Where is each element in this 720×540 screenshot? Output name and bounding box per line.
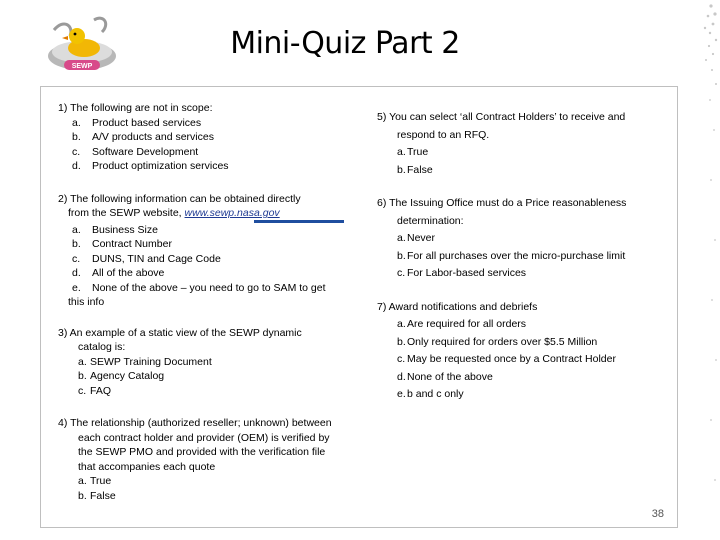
question-text: 7) Award notifications and debriefs: [377, 300, 538, 313]
option-key: a.: [72, 223, 81, 236]
option-c: [72, 252, 358, 267]
option-key: e.: [397, 388, 406, 400]
page-number: 38: [651, 508, 664, 520]
question-text-line: the SEWP PMO and provided with the verification file: [78, 446, 326, 458]
option-text: For Labor-based services: [407, 267, 527, 279]
question-text-line2: respond to an RFQ.: [397, 128, 490, 141]
option-key: b.: [78, 370, 87, 382]
option-text: None of the above: [407, 370, 493, 383]
option-b: [72, 130, 358, 145]
option-text: False: [90, 489, 116, 502]
question-text: 2) The following information can be obtained directly: [58, 192, 301, 205]
option-b: [397, 334, 657, 352]
left-column: [58, 101, 358, 521]
option-key: c.: [78, 384, 87, 397]
option-a: [72, 116, 358, 131]
option-text: Business Size: [92, 223, 158, 236]
option-text: FAQ: [90, 384, 112, 397]
question-6: [377, 195, 657, 283]
option-b: [397, 162, 657, 180]
option-text: None of the above – you need to go to SAM to get: [92, 281, 326, 294]
option-b: [78, 489, 358, 504]
option-text: DUNS, TIN and Cage Code: [92, 252, 221, 265]
right-column: [377, 109, 657, 422]
question-text: 1) The following are not in scope:: [58, 102, 213, 114]
option-b: [72, 237, 358, 252]
option-key: a.: [72, 116, 81, 129]
option-text: A/V products and services: [92, 131, 214, 143]
option-key: b.: [78, 489, 87, 502]
option-key: a.: [397, 232, 406, 244]
option-text: SEWP Training Document: [90, 355, 212, 368]
option-key: b.: [397, 249, 406, 262]
option-text: May be requested once by a Contract Holder: [407, 353, 616, 365]
question-4: [58, 416, 358, 503]
option-text: True: [90, 475, 112, 487]
question-1: [58, 101, 358, 174]
question-trailer: this info: [68, 296, 105, 308]
option-a: [72, 223, 358, 238]
option-key: b.: [397, 335, 406, 348]
option-key: b.: [72, 238, 81, 250]
option-text: True: [407, 146, 429, 158]
question-text: 6) The Issuing Office must do a Price reasonableness: [377, 197, 627, 209]
option-text: Only required for orders over $5.5 Million: [407, 335, 598, 348]
option-key: a.: [397, 146, 406, 158]
sewp-website-link[interactable]: www.sewp.nasa.gov: [184, 207, 280, 219]
option-d: [397, 369, 657, 387]
option-text: b and c only: [407, 388, 464, 400]
option-a: [78, 474, 358, 489]
option-key: c.: [72, 252, 81, 265]
option-text: Contract Number: [92, 238, 172, 250]
option-key: c.: [397, 353, 406, 365]
option-a: [397, 230, 657, 248]
question-3: [58, 326, 358, 399]
question-text-line: each contract holder and provider (OEM) is verified by: [78, 431, 330, 444]
option-text: Product optimization services: [92, 160, 229, 172]
question-text-line: that accompanies each quote: [78, 460, 216, 473]
option-text: False: [407, 163, 433, 176]
decorative-dot-border: [680, 0, 720, 540]
option-key: d.: [72, 160, 81, 172]
question-7: [377, 299, 657, 404]
option-b: [397, 248, 657, 266]
question-text: 5) You can select ‘all Contract Holders’ to receive and: [377, 111, 626, 123]
question-5: [377, 109, 657, 179]
option-key: a.: [78, 355, 87, 368]
option-key: d.: [72, 267, 81, 279]
option-text: Are required for all orders: [407, 318, 527, 330]
slide-title: Mini-Quiz Part 2: [230, 26, 460, 61]
option-d: [72, 266, 358, 281]
option-c: [72, 145, 358, 160]
option-d: [72, 159, 358, 174]
option-a: [397, 144, 657, 162]
option-c: [78, 384, 358, 399]
option-text: Product based services: [92, 116, 202, 129]
option-e: [72, 281, 358, 296]
question-text-line2: determination:: [397, 214, 464, 227]
option-text: Never: [407, 232, 436, 244]
option-b: [78, 369, 358, 384]
option-key: a.: [78, 475, 87, 487]
option-key: e.: [72, 281, 81, 294]
question-text: 4) The relationship (authorized reseller; unknown) between: [58, 417, 332, 429]
option-key: b.: [72, 131, 81, 143]
option-key: d.: [397, 370, 406, 383]
option-a: [78, 355, 358, 370]
question-text-line2: catalog is:: [78, 341, 126, 353]
logo-text: SEWP: [71, 63, 93, 70]
question-2: [58, 192, 358, 310]
option-text: All of the above: [92, 267, 165, 279]
option-key: b.: [397, 163, 406, 176]
option-c: [397, 351, 657, 369]
option-key: c.: [72, 145, 81, 158]
option-text: Software Development: [92, 145, 199, 158]
question-text: 3) An example of a static view of the SEWP dynamic: [58, 326, 302, 339]
option-key: a.: [397, 318, 406, 330]
option-text: Agency Catalog: [90, 370, 165, 382]
option-key: c.: [397, 267, 406, 279]
question-text-line2: from the SEWP website,: [68, 207, 182, 219]
option-c: [397, 265, 657, 283]
option-text: For all purchases over the micro-purchase limit: [407, 249, 626, 262]
option-e: [397, 386, 657, 404]
option-a: [397, 316, 657, 334]
